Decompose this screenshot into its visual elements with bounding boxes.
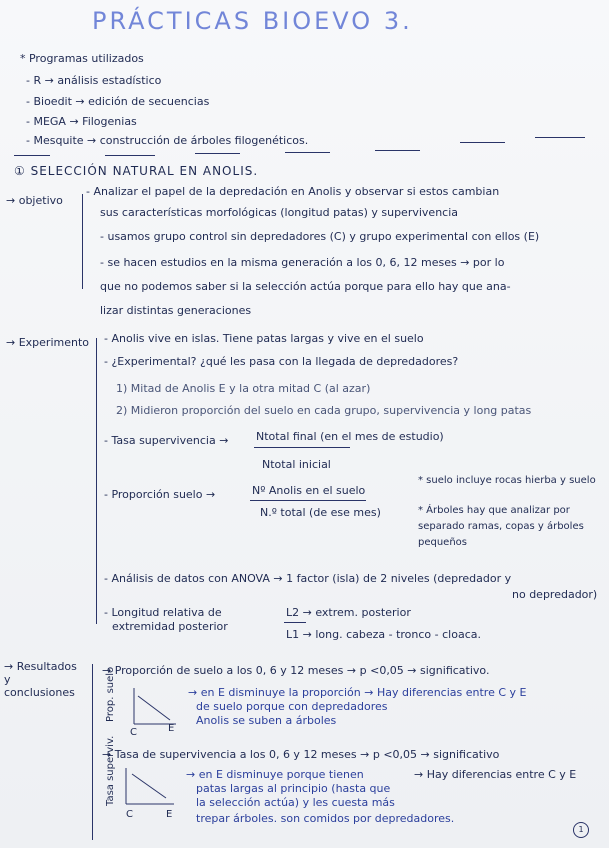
result-bullet: la selección actúa) y les cuesta más bbox=[196, 796, 395, 809]
result-bullet: Anolis se suben a árboles bbox=[196, 714, 337, 727]
graph-label-e: E bbox=[166, 809, 173, 820]
objetivo-line: - Analizar el papel de la depredación en Anolis y observar si estos cambian bbox=[86, 185, 500, 198]
result-bullet: de suelo porque con depredadores bbox=[196, 700, 388, 713]
bracket bbox=[96, 338, 97, 624]
separator-dash bbox=[195, 153, 240, 154]
arboles-note: * Árboles hay que analizar por separado ramas, copas y árboles pequeños bbox=[418, 505, 584, 548]
result-bullet: → en E disminuye porque tienen bbox=[186, 768, 364, 781]
graph-ylabel: Tasa superviv. bbox=[105, 735, 116, 806]
objetivo-line: - se hacen estudios en la misma generación a los 0, 6, 12 meses → por lo bbox=[100, 256, 505, 269]
program-item: - R → análisis estadístico bbox=[26, 74, 162, 87]
graph-label-c: C bbox=[130, 727, 137, 738]
longitud-label: extremidad posterior bbox=[112, 620, 228, 633]
fraction-bar bbox=[284, 622, 306, 623]
proporcion-label: - Proporción suelo → bbox=[104, 488, 216, 501]
suelo-note: * suelo incluye rocas hierba y suelo bbox=[418, 475, 596, 486]
page-title: PRÁCTICAS BIOEVO 3. bbox=[92, 7, 413, 35]
longitud-label: - Longitud relativa de bbox=[104, 606, 222, 619]
result-bullet: → en E disminuye la proporción → Hay diferencias entre C y E bbox=[188, 686, 527, 699]
resultados-label: → Resultados y conclusiones bbox=[4, 660, 77, 699]
l1-definition: L1 → long. cabeza - tronco - cloaca. bbox=[286, 628, 481, 641]
fraction-bar bbox=[250, 500, 366, 501]
experimento-line: - ¿Experimental? ¿qué les pasa con la llegada de depredadores? bbox=[104, 355, 459, 368]
experimento-line: - Anolis vive en islas. Tiene patas largas y vive en el suelo bbox=[104, 332, 424, 345]
objetivo-line: lizar distintas generaciones bbox=[100, 304, 252, 317]
result-bullet: → Hay diferencias entre C y E bbox=[414, 768, 577, 781]
anova-line: - Análisis de datos con ANOVA → 1 factor (isla) de 2 niveles (depredador y bbox=[104, 572, 512, 585]
separator-dash bbox=[14, 155, 50, 156]
objetivo-line: - usamos grupo control sin depredadores (C) y grupo experimental con ellos (E) bbox=[100, 230, 540, 243]
l2-definition: L2 → extrem. posterior bbox=[286, 606, 411, 619]
objetivo-line: sus características morfológicas (longitud patas) y supervivencia bbox=[100, 206, 459, 219]
tasa-numerator: Ntotal final (en el mes de estudio) bbox=[256, 430, 444, 443]
page-number: 1 bbox=[573, 822, 589, 838]
graph-label-c: C bbox=[126, 809, 133, 820]
graph-ylabel: Prop. suelo bbox=[105, 666, 116, 722]
result-bullet: trepar árboles. son comidos por depredadores. bbox=[196, 812, 455, 825]
programs-heading: * Programas utilizados bbox=[20, 52, 144, 65]
program-item: - MEGA → Filogenias bbox=[26, 115, 137, 128]
bracket bbox=[82, 194, 83, 289]
objetivo-label: → objetivo bbox=[6, 194, 63, 207]
program-item: - Mesquite → construcción de árboles filogenéticos. bbox=[26, 134, 309, 147]
fraction-bar bbox=[254, 447, 350, 448]
bracket bbox=[92, 664, 93, 840]
experimento-label: → Experimento bbox=[6, 336, 89, 349]
proporcion-denominator: N.º total (de ese mes) bbox=[260, 506, 381, 519]
experimento-line: 2) Midieron proporción del suelo en cada grupo, supervivencia y long patas bbox=[116, 404, 532, 417]
tasa-denominator: Ntotal inicial bbox=[262, 458, 331, 471]
result-line: → Proporción de suelo a los 0, 6 y 12 meses → p <0,05 → significativo. bbox=[102, 664, 490, 677]
separator-dash bbox=[285, 152, 330, 153]
tasa-label: - Tasa supervivencia → bbox=[104, 434, 229, 447]
program-item: - Bioedit → edición de secuencias bbox=[26, 95, 210, 108]
separator-dash bbox=[460, 142, 505, 143]
separator-dash bbox=[105, 155, 155, 156]
proporcion-numerator: Nº Anolis en el suelo bbox=[252, 484, 366, 497]
result-line: → Tasa de supervivencia a los 0, 6 y 12 meses → p <0,05 → significativo bbox=[102, 748, 500, 761]
anova-line: no depredador) bbox=[512, 588, 598, 601]
experimento-line: 1) Mitad de Anolis E y la otra mitad C (al azar) bbox=[116, 382, 371, 395]
objetivo-line: que no podemos saber si la selección actúa porque para ello hay que ana- bbox=[100, 280, 511, 293]
section-heading: ① SELECCIÓN NATURAL EN ANOLIS. bbox=[14, 164, 259, 178]
result-bullet: patas largas al principio (hasta que bbox=[196, 782, 391, 795]
separator-dash bbox=[535, 137, 585, 138]
separator-dash bbox=[375, 150, 420, 151]
graph-label-e: E bbox=[168, 723, 175, 734]
